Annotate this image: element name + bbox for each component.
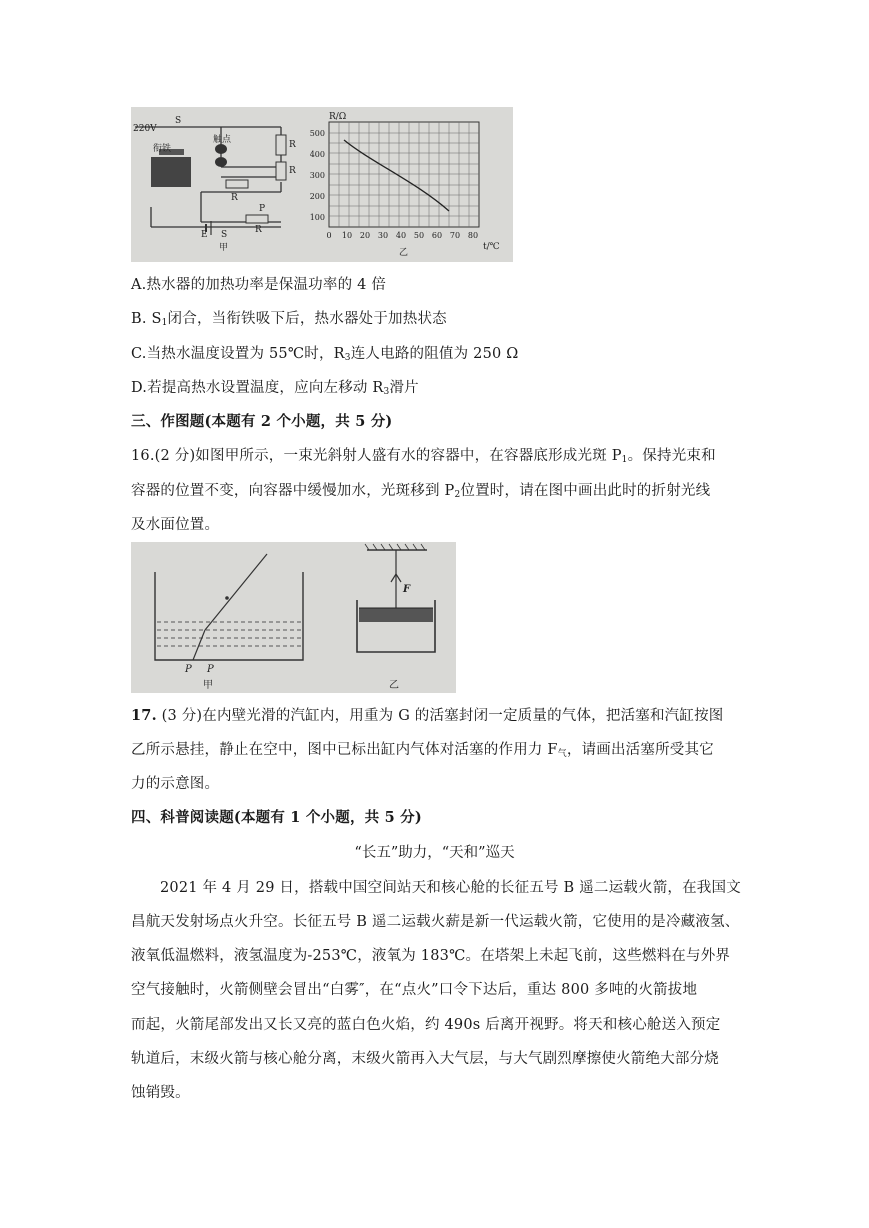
option-a: A.热水器的加热功率是保温功率的 4 倍 bbox=[131, 277, 387, 293]
article-line: 空气接触时，火箭侧壁会冒出“白雾″，在“点火”口令下达后，重达 800 多吨的火箭拔地 bbox=[131, 982, 698, 998]
r0-label: R bbox=[231, 193, 238, 203]
q16-line1-suffix: 。保持光束和 bbox=[627, 448, 716, 464]
article-line: 昌航天发射场点火升空。长征五号 B 遥二运载火薪是新一代运载火箭，它使用的是冷藏液氢、 bbox=[131, 914, 740, 930]
q16-line1-sub: 1 bbox=[621, 455, 628, 465]
armature-label: 衔铁 bbox=[153, 144, 172, 154]
q16-line3: 及水面位置。 bbox=[131, 517, 220, 533]
xtick: 20 bbox=[359, 231, 371, 240]
option-b-sub: 1 bbox=[161, 318, 168, 328]
p-label: P bbox=[259, 204, 266, 214]
force-label: F bbox=[403, 584, 411, 595]
article-line: 蚀销毁。 bbox=[131, 1085, 190, 1101]
caption-jia-1: 甲 bbox=[219, 243, 229, 253]
option-c bbox=[131, 342, 518, 363]
section-3-heading: 三、作图题(本题有 2 个小题，共 5 分) bbox=[131, 413, 393, 430]
e-label: E bbox=[201, 230, 208, 240]
option-d-suffix: 滑片 bbox=[389, 380, 419, 396]
caption-yi-1: 乙 bbox=[399, 248, 409, 258]
article-line: 2021 年 4 月 29 日，搭载中国空间站天和核心舱的长征五号 B 遥二运载火箭，在我国文 bbox=[160, 880, 741, 896]
option-d bbox=[131, 376, 419, 397]
q16-line2-prefix: 容器的位置不变，向容器中缓慢加水，光斑移到 P bbox=[131, 483, 455, 499]
q17-line2 bbox=[131, 738, 714, 759]
ytick: 200 bbox=[309, 192, 325, 201]
ytick: 100 bbox=[309, 213, 325, 222]
option-c-suffix: 连人电路的阻值为 250 Ω bbox=[350, 346, 519, 362]
caption-jia-2: 甲 bbox=[203, 680, 213, 691]
q17-line2-suffix: ，请画出活塞所受其它 bbox=[566, 742, 714, 758]
xtick: 50 bbox=[413, 231, 425, 240]
q16-line2-sub: 2 bbox=[454, 490, 461, 500]
article-title: “长五”助力，“天和”巡天 bbox=[354, 845, 515, 861]
graph-grid bbox=[329, 122, 479, 227]
circuit-graph-drawing bbox=[131, 107, 513, 262]
option-c-prefix: C.当热水温度设置为 55℃时，R bbox=[131, 346, 345, 362]
q16-line2-suffix: 位置时，请在图中画出此时的折射光线 bbox=[460, 483, 711, 499]
xtick: 80 bbox=[467, 231, 479, 240]
option-b bbox=[131, 307, 447, 328]
rt-label: R bbox=[255, 225, 262, 235]
q17-line2-prefix: 乙所示悬挂，静止在空中，图中已标出缸内气体对活塞的作用力 F bbox=[131, 742, 558, 758]
xtick: 30 bbox=[377, 231, 389, 240]
section-4-heading: 四、科普阅读题(本题有 1 个小题，共 5 分) bbox=[131, 809, 422, 826]
ytick: 500 bbox=[309, 129, 325, 138]
p1-label: P bbox=[185, 664, 192, 675]
q16-line2 bbox=[131, 479, 710, 500]
xtick: 60 bbox=[431, 231, 443, 240]
article-line: 而起，火箭尾部发出又长又亮的蓝白色火焰，约 490s 后离开视野。将天和核心舱送入预定 bbox=[131, 1017, 721, 1033]
graph-ylabel: R/Ω bbox=[329, 112, 347, 122]
xtick: 70 bbox=[449, 231, 461, 240]
r2-label: R bbox=[289, 166, 296, 176]
p2-label: P bbox=[207, 664, 214, 675]
xtick: 10 bbox=[341, 231, 353, 240]
q17-line3: 力的示意图。 bbox=[131, 776, 220, 792]
graph-xlabel: t/℃ bbox=[483, 242, 500, 252]
voltage-label: 220V bbox=[133, 124, 157, 134]
option-d-prefix: D.若提高热水设置温度，应向左移动 R bbox=[131, 380, 384, 396]
q17-number: 17. bbox=[131, 707, 157, 724]
q17-line1 bbox=[131, 704, 723, 725]
option-d-sub: 3 bbox=[383, 387, 390, 397]
s2-label: S bbox=[221, 230, 228, 240]
article-line: 液氧低温燃料，液氢温度为-253℃，液氧为 183℃。在塔架上未起飞前，这些燃料在与外界 bbox=[131, 948, 731, 964]
caption-yi-2: 乙 bbox=[389, 680, 399, 691]
q17-line1-text: (3 分)在内壁光滑的汽缸内，用重为 G 的活塞封闭一定质量的气体，把活塞和汽缸按图 bbox=[156, 708, 724, 724]
r1-label: R bbox=[289, 140, 296, 150]
xtick: 40 bbox=[395, 231, 407, 240]
article-line: 轨道后，末级火箭与核心舱分离，末级火箭再入大气层，与大气剧烈摩擦使火箭绝大部分烧 bbox=[131, 1051, 719, 1067]
option-c-sub: 3 bbox=[344, 353, 351, 363]
circuit-graph-figure bbox=[131, 107, 513, 262]
option-b-suffix: 闭合，当衔铁吸下后，热水器处于加热状态 bbox=[167, 311, 447, 327]
ytick: 400 bbox=[309, 150, 325, 159]
q16-line1-prefix: 16.(2 分)如图甲所示，一束光斜射人盛有水的容器中，在容器底形成光斑 P bbox=[131, 448, 622, 464]
container-cylinder-figure bbox=[131, 542, 456, 693]
q16-line1 bbox=[131, 444, 716, 465]
xtick: 0 bbox=[326, 231, 332, 240]
contact-label: 触点 bbox=[213, 135, 232, 145]
switch1-label: S bbox=[175, 116, 182, 126]
q17-line2-sub: 气 bbox=[557, 749, 567, 759]
ytick: 300 bbox=[309, 171, 325, 180]
container-cylinder-drawing bbox=[131, 542, 456, 693]
option-b-prefix: B. S bbox=[131, 311, 162, 327]
